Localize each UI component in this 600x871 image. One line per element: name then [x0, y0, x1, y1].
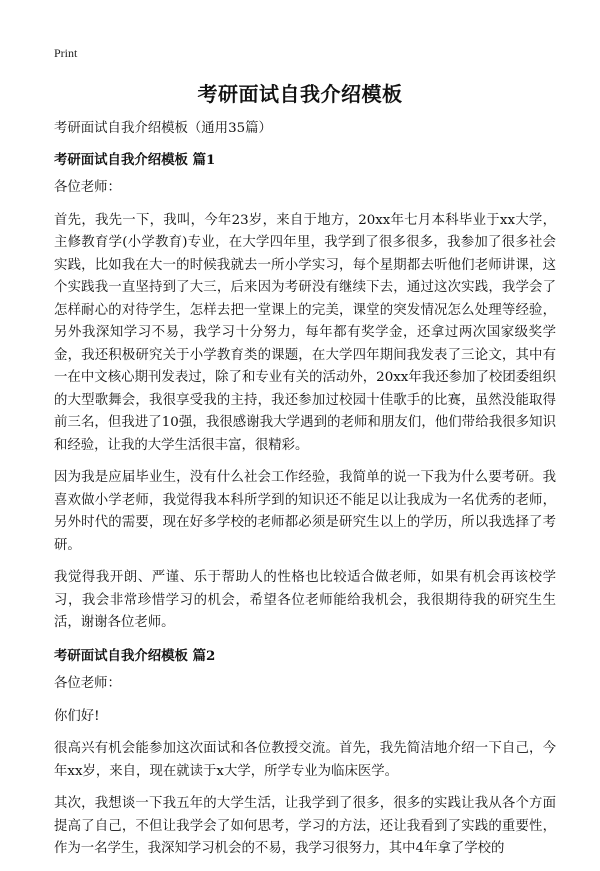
section-heading-2: 考研面试自我介绍模板 篇2 — [54, 647, 216, 664]
document-subtitle: 考研面试自我介绍模板（通用35篇） — [54, 121, 272, 136]
hello-line: 你们好! — [54, 708, 100, 724]
document-title: 考研面试自我介绍模板 — [197, 82, 403, 106]
paragraph-2-2: 其次，我想谈一下我五年的大学生活，让我学到了很多，很多的实践让我从各个方面提高了自己，不但让我学会了如何思考，学习的方法，还让我看到了实践的重要性，作为一名学生，我深知学习机会的不易，我学习很努力，其中4年拿了学校的 — [54, 796, 556, 856]
section-heading-1: 考研面试自我介绍模板 篇1 — [54, 151, 216, 168]
print-label: Print — [54, 46, 78, 60]
paragraph-1-2: 因为我是应届毕业生，没有什么社会工作经验，我简单的说一下我为什么要考研。我喜欢做小学老师，我觉得我本科所学到的知识还不能足以让我成为一名优秀的老师，另外时代的需要，现在好多学校的老师都必须是研究生以上的学历，所以我选择了考研。 — [54, 470, 556, 553]
greeting-2: 各位老师： — [54, 676, 121, 691]
paragraph-1-1: 首先，我先一下，我叫，今年23岁，来自于地方，20xx年七月本科毕业于xx大学，主修教育学(小学教育)专业，在大学四年里，我学到了很多很多，我参加了很多社会实践，比如我在大一的时候我就去一所小学实习，每个星期都去听他们老师讲课，这个实践我一直坚持到了大三，后来因为考研没有继续下去，通过这次实践，我学会了怎样耐心的对待学生，怎样去把一堂课上的完美，课堂的突发情况怎么处理等经验，另外我深知学习不易，我学习十分努力，每年都有奖学金，还拿过两次国家级奖学金，我还积极研究关于小学教育类的课题，在大学四年期间我发表了三论文，其中有一在中文核心期刊发表过，除了和专业有关的活动外，20xx年我还参加了校团委组织的大型歌舞会，我很享受我的主持，我还参加过校园十佳歌手的比赛，虽然没能取得前三名，但我进了10强，我很感谢我大学遇到的老师和朋友们，他们带给我很多知识和经验，让我的大学生活很丰富，很精彩。 — [54, 212, 556, 453]
greeting-1: 各位老师： — [54, 180, 121, 195]
paragraph-1-3: 我觉得我开朗、严谨、乐于帮助人的性格也比较适合做老师，如果有机会再该校学习，我会非常珍惜学习的机会，希望各位老师能给我机会，我很期待我的研究生生活，谢谢各位老师。 — [54, 570, 556, 630]
document-body — [54, 118, 556, 871]
paragraph-2-1: 很高兴有机会能参加这次面试和各位教授交流。首先，我先简洁地介绍一下自己，今年xx岁，来自，现在就读于x大学，所学专业为临床医学。 — [54, 741, 556, 779]
